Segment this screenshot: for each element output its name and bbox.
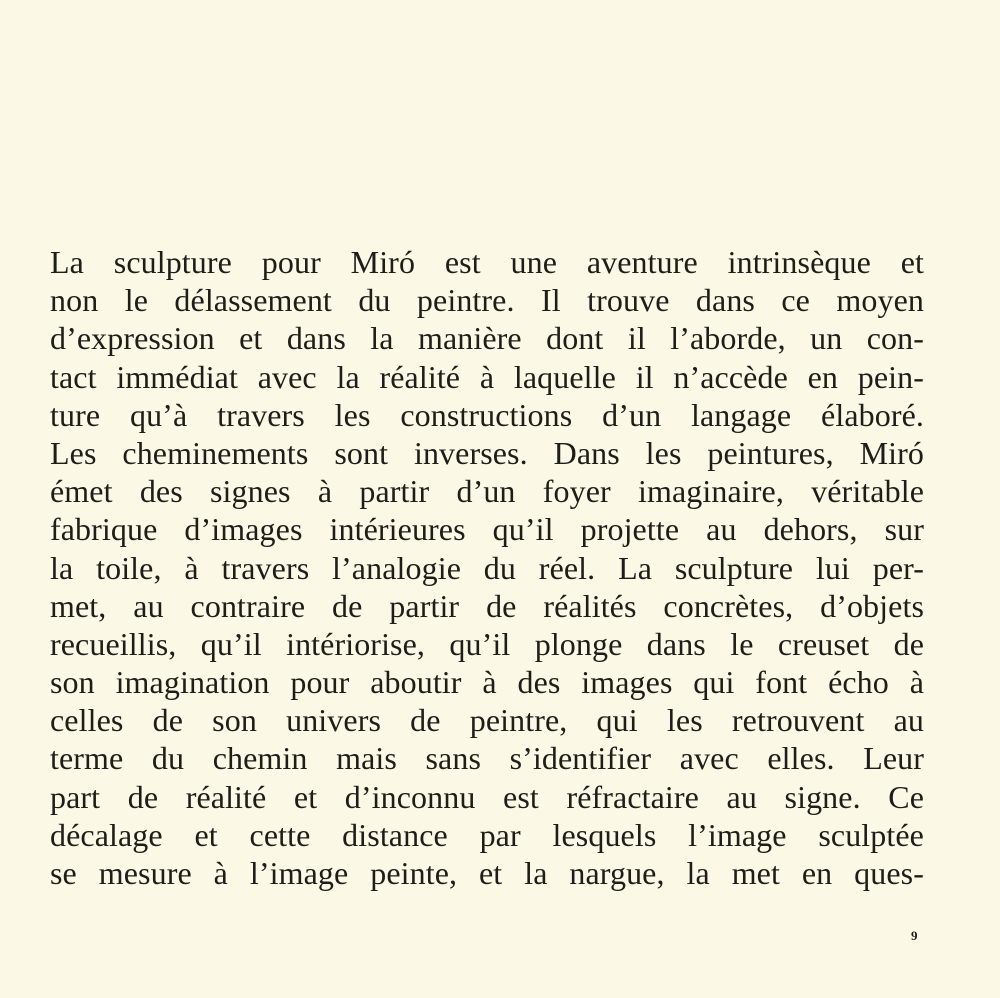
text-line: part de réalité et d’inconnu est réfractaire au signe. Ce <box>50 778 924 815</box>
text-line: non le délassement du peintre. Il trouve dans ce moyen <box>50 282 924 319</box>
text-line: tact immédiat avec la réalité à laquelle il n’accède en pein- <box>50 358 924 395</box>
text-line: se mesure à l’image peinte, et la nargue, la met en ques- <box>50 855 924 891</box>
text-line: émet des signes à partir d’un foyer imaginaire, véritable <box>50 473 924 510</box>
text-line: La sculpture pour Miró est une aventure intrinsèque et <box>50 244 924 280</box>
body-paragraph <box>50 243 924 892</box>
text-line: ture qu’à travers les constructions d’un langage élaboré. <box>50 396 924 433</box>
text-line: d’expression et dans la manière dont il l’aborde, un con- <box>50 320 924 357</box>
text-line: celles de son univers de peintre, qui les retrouvent au <box>50 702 924 739</box>
text-line: la toile, à travers l’analogie du réel. La sculpture lui per- <box>50 549 924 586</box>
page-number: 9 <box>911 928 918 943</box>
text-line: recueillis, qu’il intériorise, qu’il plonge dans le creuset de <box>50 625 924 662</box>
text-line: met, au contraire de partir de réalités concrètes, d’objets <box>50 587 924 624</box>
text-line: terme du chemin mais sans s’identifier avec elles. Leur <box>50 740 924 777</box>
text-line: fabrique d’images intérieures qu’il projette au dehors, sur <box>50 511 924 548</box>
text-line: son imagination pour aboutir à des images qui font écho à <box>50 664 924 701</box>
text-line: décalage et cette distance par lesquels l’image sculptée <box>50 816 924 853</box>
text-line: Les cheminements sont inverses. Dans les peintures, Miró <box>50 434 924 471</box>
